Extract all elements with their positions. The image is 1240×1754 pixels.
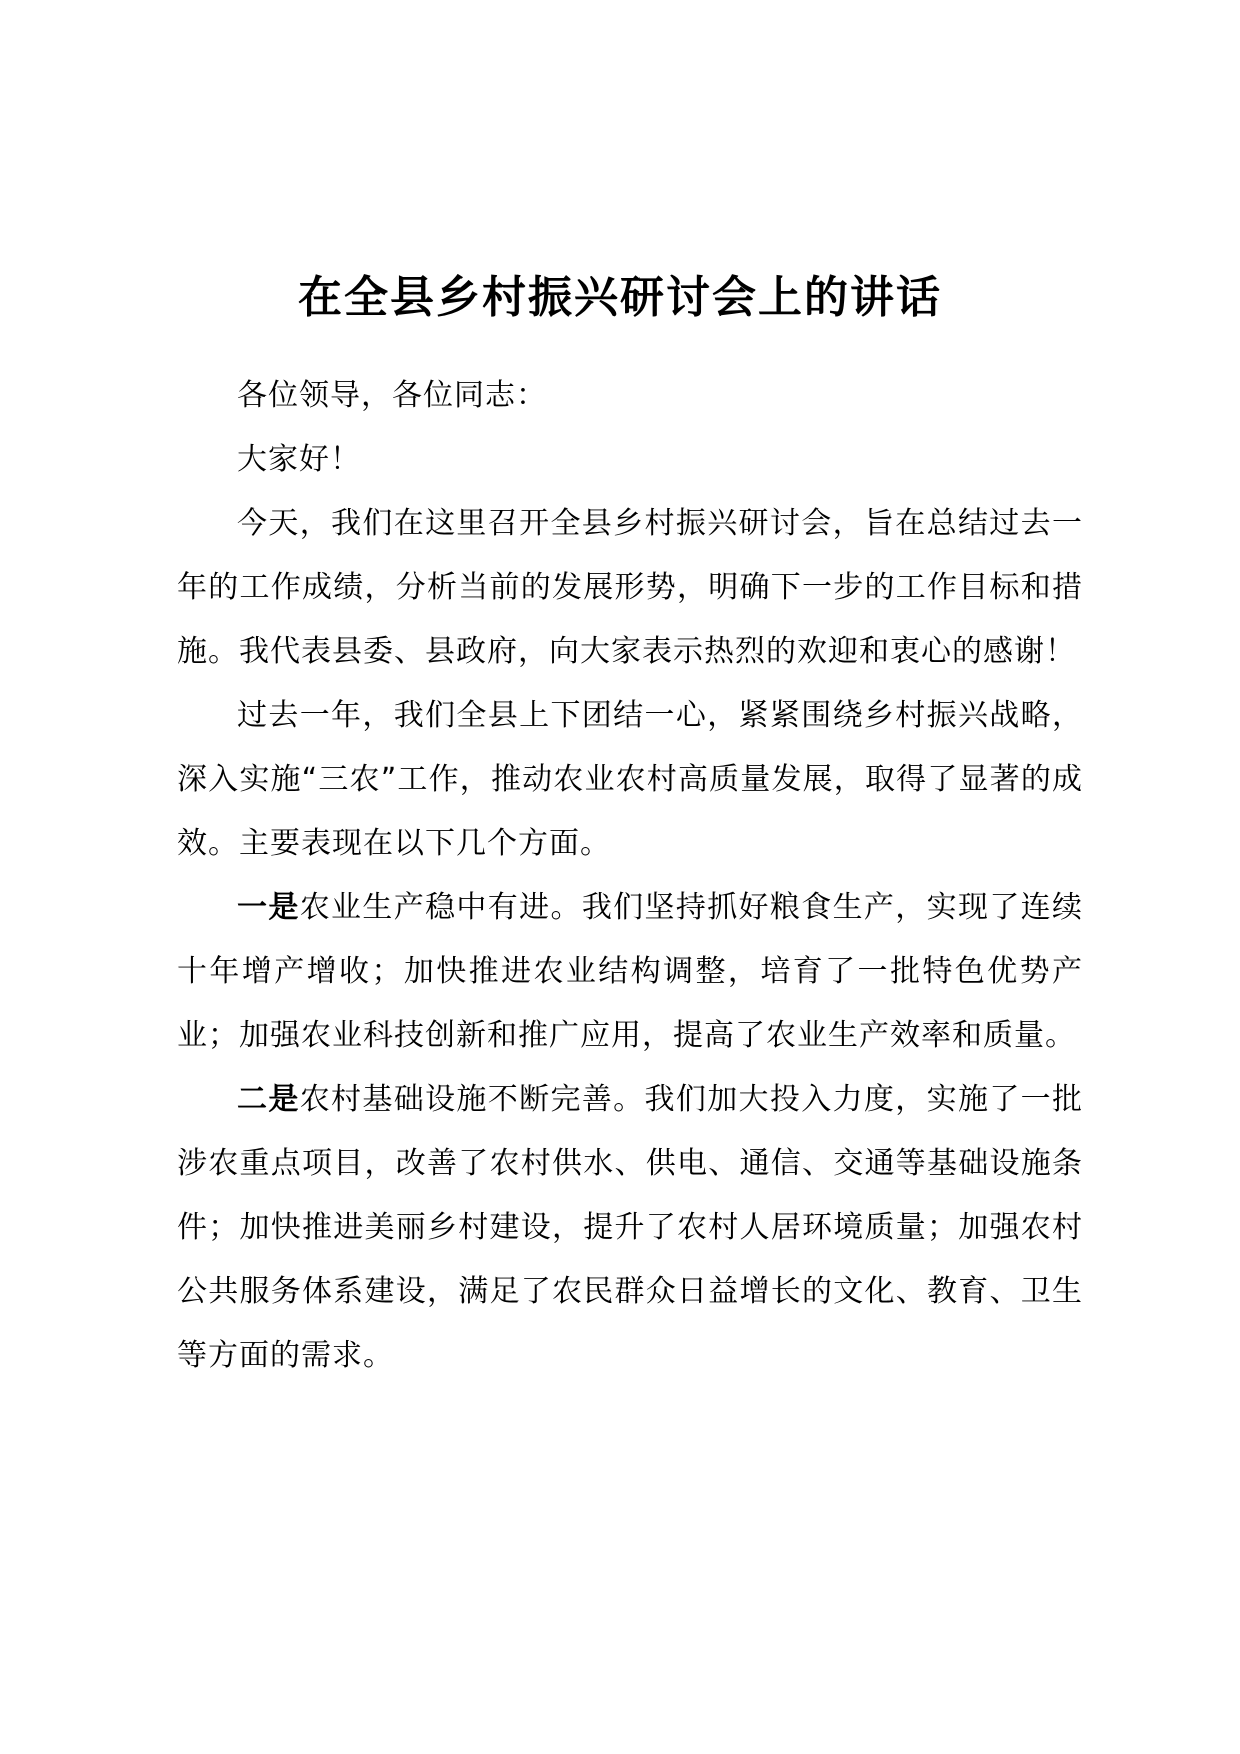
- paragraph-point-two: [177, 1068, 1083, 1388]
- paragraph-lead: 一是: [237, 890, 300, 925]
- paragraph-opening: [177, 492, 1083, 684]
- paragraph-point-one: [177, 876, 1083, 1068]
- paragraph-text: 农村基础设施不断完善。我们加大投入力度，实施了一批涉农重点项目，改善了农村供水、供电、通信、交通等基础设施条件；加快推进美丽乡村建设，提升了农村人居环境质量；加强农村公共服务体系建设，满足了农民群众日益增长的文化、教育、卫生等方面的需求。: [177, 1082, 1084, 1373]
- paragraph-text: 今天，我们在这里召开全县乡村振兴研讨会，旨在总结过去一年的工作成绩，分析当前的发展形势，明确下一步的工作目标和措施。我代表县委、县政府，向大家表示热烈的欢迎和衷心的感谢！: [177, 506, 1083, 669]
- paragraph-text: 过去一年，我们全县上下团结一心，紧紧围绕乡村振兴战略，深入实施“三农”工作，推动农业农村高质量发展，取得了显著的成效。主要表现在以下几个方面。: [177, 698, 1083, 861]
- paragraph-lead: 二是: [237, 1082, 300, 1117]
- document-body: [177, 364, 1083, 1388]
- document-title: 在全县乡村振兴研讨会上的讲话: [298, 272, 942, 323]
- salutation: 各位领导，各位同志：: [237, 378, 547, 413]
- greeting: 大家好！: [237, 442, 361, 477]
- paragraph-text: 农业生产稳中有进。我们坚持抓好粮食生产，实现了连续十年增产增收；加快推进农业结构调整，培育了一批特色优势产业；加强农业科技创新和推广应用，提高了农业生产效率和质量。: [177, 890, 1084, 1053]
- paragraph-review: [177, 684, 1083, 876]
